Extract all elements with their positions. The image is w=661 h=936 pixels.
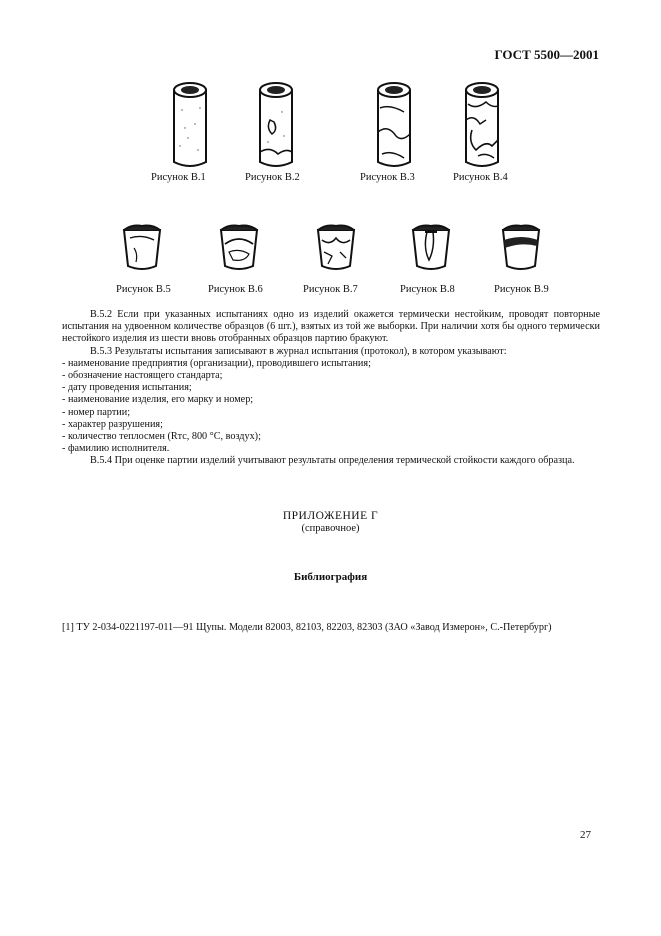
figure-caption-b9: Рисунок В.9	[494, 284, 549, 295]
cup-spall-icon	[219, 222, 259, 272]
cup-cracked-icon	[316, 222, 356, 272]
paragraph-b52: В.5.2 Если при указанных испытаниях одно из изделий окажется термически нестойким, проводят повторные испытания на удвоенном количестве образцов (6 шт.), взятых из той же выборки. При наличии хотя бы одного термически нестойкого изделия из шести вновь отобранных образцов партию бракуют.	[62, 309, 600, 345]
cup-band-icon	[501, 222, 541, 272]
list-item: - обозначение настоящего стандарта;	[62, 370, 223, 382]
figure-caption-b4: Рисунок В.4	[453, 172, 508, 183]
paragraph-b53: В.5.3 Результаты испытания записывают в журнал испытания (протокол), в котором указывают:	[90, 345, 507, 357]
bibliography-entry: [1] ТУ 2-034-0221197-011—91 Щупы. Модели 82003, 82103, 82203, 82303 (ЗАО «Завод Измерон», С.-Петербург)	[62, 622, 552, 633]
figure-caption-b8: Рисунок В.8	[400, 284, 455, 295]
list-item: - количество теплосмен (Rтс, 800 °С, воздух);	[62, 431, 261, 443]
appendix-subtitle: (справочное)	[301, 523, 360, 534]
intact-tube-icon	[170, 80, 210, 170]
figure-caption-b6: Рисунок В.6	[208, 284, 263, 295]
list-item: - наименование изделия, его марку и номер;	[62, 394, 254, 406]
figure-caption-b7: Рисунок В.7	[303, 284, 358, 295]
list-item: - характер разрушения;	[62, 418, 163, 430]
tube-heavily-cracked-icon	[462, 80, 502, 170]
page-number: 27	[580, 829, 591, 841]
appendix-title: ПРИЛОЖЕНИЕ Г	[282, 510, 379, 522]
tube-with-chip-icon	[256, 80, 296, 170]
bibliography-heading: Библиография	[293, 571, 368, 583]
figure-caption-b1: Рисунок В.1	[151, 172, 206, 183]
list-item: - номер партии;	[62, 406, 131, 418]
list-item: - фамилию исполнителя.	[62, 443, 170, 455]
paragraph-b54: В.5.4 При оценке партии изделий учитывают результаты определения термической стойкости каждого образца.	[90, 455, 575, 467]
figure-caption-b5: Рисунок В.5	[116, 284, 171, 295]
cup-core-icon	[411, 222, 451, 272]
list-item: - дату проведения испытания;	[62, 382, 192, 394]
figure-caption-b3: Рисунок В.3	[360, 172, 415, 183]
tube-with-cracks-icon	[374, 80, 414, 170]
document-header: ГОСТ 5500—2001	[494, 47, 599, 62]
figure-caption-b2: Рисунок В.2	[245, 172, 300, 183]
list-item: - наименование предприятия (организации), проводившего испытания;	[62, 357, 371, 369]
body-text	[62, 309, 600, 468]
cup-fracture-icon	[122, 222, 162, 272]
